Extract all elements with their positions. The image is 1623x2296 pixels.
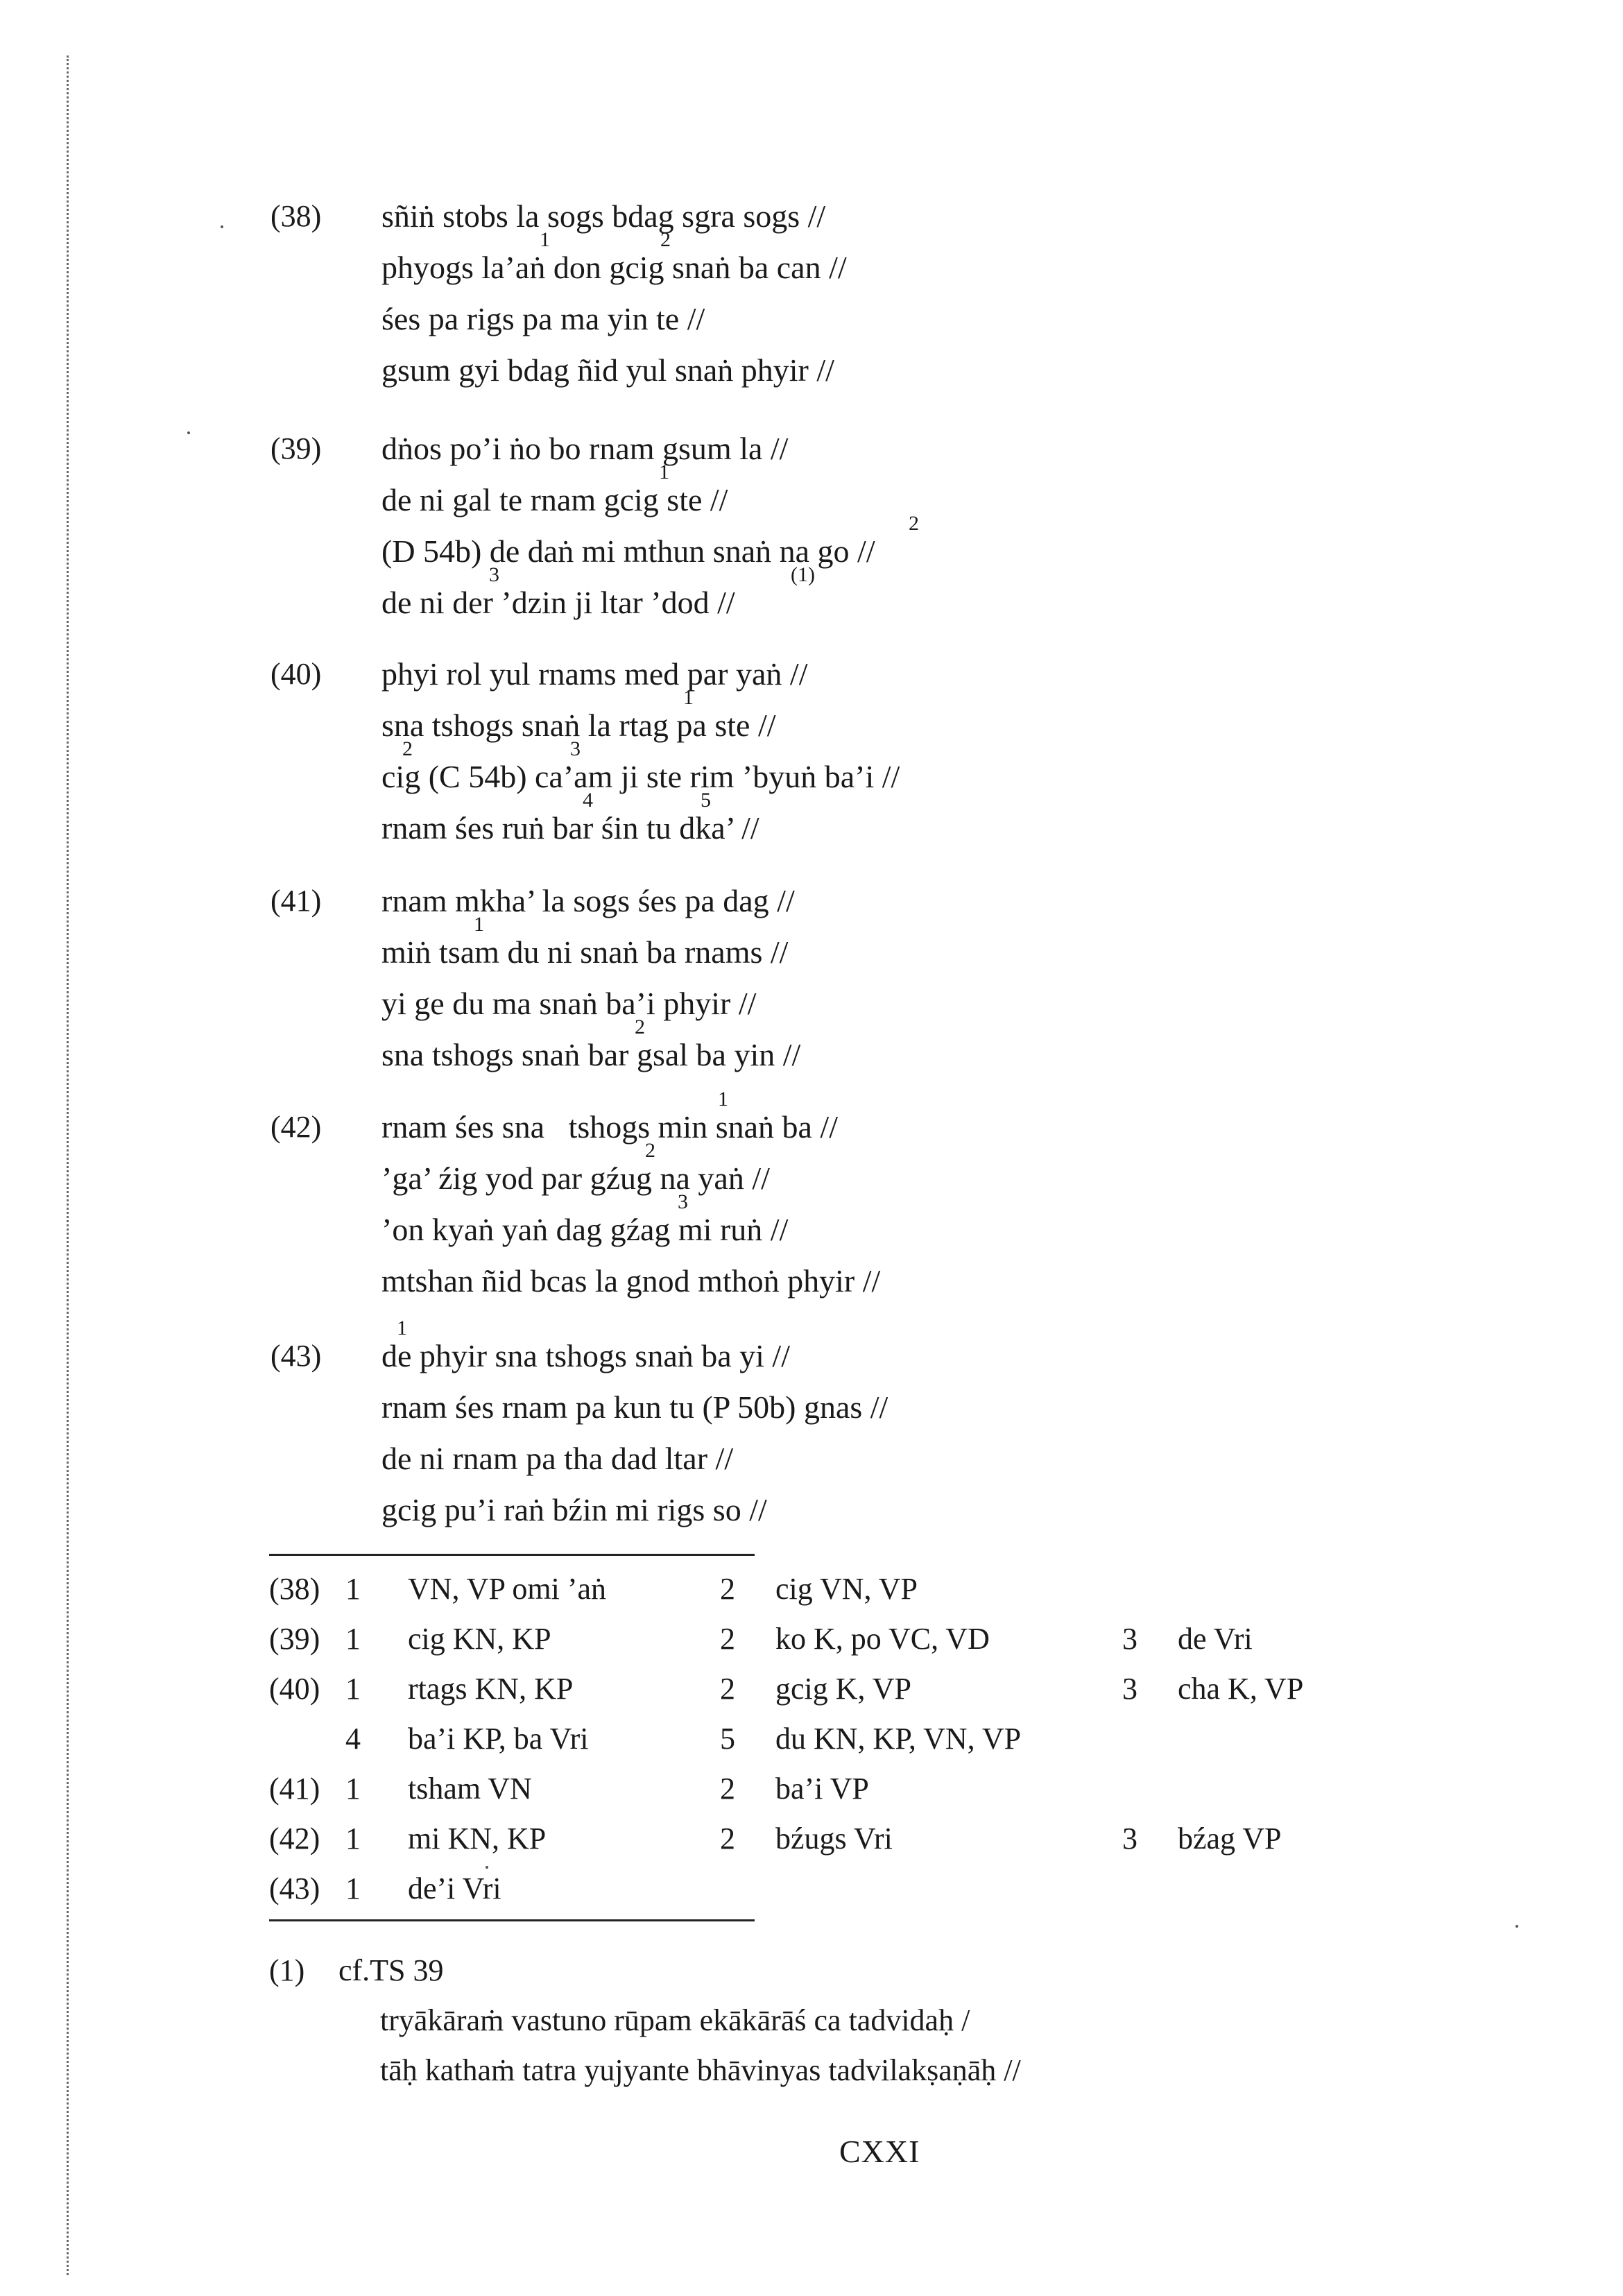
variant-number: 2 xyxy=(720,1622,735,1656)
variant-number xyxy=(1122,1764,1178,1814)
apparatus-top-rule xyxy=(269,1554,755,1556)
variant-number xyxy=(1122,1564,1178,1614)
verse-line: rnam śes rnam pa kun tu (P 50b) gnas // xyxy=(381,1389,888,1425)
variant-reading xyxy=(775,1864,1122,1914)
variant-number: 3 xyxy=(1122,1822,1137,1856)
variant-reading: gcig K, VP xyxy=(775,1672,911,1706)
page-number: CXXI xyxy=(839,2134,920,2169)
variant-note-mark: 2 xyxy=(645,1139,655,1162)
verse-number: (42) xyxy=(270,1110,322,1144)
variant-number: 2 xyxy=(720,1772,735,1806)
variant-number xyxy=(1122,1864,1178,1914)
variant-note-mark: 3 xyxy=(570,737,581,760)
verse-line: gcig pu’i raṅ bźin mi rigs so // xyxy=(381,1492,767,1527)
variant-reading xyxy=(1178,1864,1386,1914)
variant-note-mark: 1 xyxy=(718,1088,728,1111)
table-row xyxy=(269,1814,1386,1864)
verse-line: ’on kyaṅ yaṅ dag gźag mi ruṅ // xyxy=(381,1212,789,1247)
variant-note-mark: 2 xyxy=(635,1016,645,1038)
footnote-mark: (1) xyxy=(791,563,815,586)
variant-number: 1 xyxy=(345,1572,361,1606)
variant-number: 4 xyxy=(345,1722,361,1756)
footnote-line: tryākāraṁ vastuno rūpam ekākārāś ca tadvidaḥ / xyxy=(380,2003,970,2037)
verse-line: rnam śes sna tshogs min snaṅ ba // xyxy=(381,1109,838,1145)
scan-speck xyxy=(1515,1925,1518,1928)
variant-reading xyxy=(1178,1764,1386,1814)
variant-number: 1 xyxy=(345,1871,361,1905)
verse-line: sna tshogs snaṅ la rtag pa ste // xyxy=(381,708,776,743)
variant-number: 3 xyxy=(1122,1622,1137,1656)
variant-reading xyxy=(1178,1564,1386,1614)
verse-ref: (40) xyxy=(269,1672,320,1706)
verse-line: de ni der ’dzin ji ltar ’dod // xyxy=(381,585,735,620)
verse-ref: (42) xyxy=(269,1822,320,1856)
verse-ref: (38) xyxy=(269,1572,320,1606)
verse-line: de ni gal te rnam gcig ste // xyxy=(381,482,728,517)
variant-note-mark: 5 xyxy=(701,789,711,812)
variant-number: 2 xyxy=(720,1572,735,1606)
footnote-ref: (1) xyxy=(269,1953,305,1987)
variant-number: 1 xyxy=(345,1822,361,1856)
verse-number: (43) xyxy=(270,1339,322,1373)
verse-ref: (43) xyxy=(269,1871,320,1905)
verse-number: (41) xyxy=(270,884,322,918)
verse-number: (40) xyxy=(270,657,322,691)
footnote-source: cf.TS 39 xyxy=(338,1953,444,1987)
variant-note-mark: 1 xyxy=(540,228,550,251)
variant-note-mark: 1 xyxy=(683,686,694,709)
verse-line: de phyir sna tshogs snaṅ ba yi // xyxy=(381,1338,790,1373)
variant-number: 2 xyxy=(720,1672,735,1706)
variant-note-mark: 2 xyxy=(909,512,919,535)
variant-reading: cig KN, KP xyxy=(408,1622,551,1656)
verse-ref xyxy=(269,1714,345,1764)
verse-line: cig (C 54b) ca’am ji ste rim ’byuṅ ba’i // xyxy=(381,759,900,794)
verse-number: (39) xyxy=(270,431,322,465)
variant-reading: de’i Vri xyxy=(408,1871,501,1905)
variant-note-mark: 2 xyxy=(402,737,413,760)
verse-line: phyi rol yul rnams med par yaṅ // xyxy=(381,656,808,692)
variant-number: 1 xyxy=(345,1622,361,1656)
scan-speck xyxy=(221,225,223,228)
verse-line: rnam śes ruṅ bar śin tu dka’ // xyxy=(381,810,759,846)
variant-number xyxy=(720,1864,775,1914)
footnote-1 xyxy=(269,1946,1021,2087)
variant-reading: cig VN, VP xyxy=(775,1572,918,1606)
verse-ref: (39) xyxy=(269,1622,320,1656)
variant-note-mark: 3 xyxy=(678,1190,688,1213)
scan-edge-artifact xyxy=(67,55,69,2275)
variant-reading: ba’i VP xyxy=(775,1772,869,1806)
variant-number: 3 xyxy=(1122,1672,1137,1706)
verse-line: dṅos po’i ṅo bo rnam gsum la // xyxy=(381,431,789,466)
table-row xyxy=(269,1564,1386,1614)
variant-reading: mi KN, KP xyxy=(408,1822,547,1856)
variant-reading xyxy=(1178,1714,1386,1764)
variant-note-mark: 1 xyxy=(474,913,484,936)
scan-speck xyxy=(187,431,190,434)
variant-reading: de Vri xyxy=(1178,1622,1253,1656)
verse-line: phyogs la’aṅ don gcig snaṅ ba can // xyxy=(381,250,847,285)
variant-number: 1 xyxy=(345,1772,361,1806)
apparatus-bottom-rule xyxy=(269,1919,755,1921)
verse-line: sna tshogs snaṅ bar gsal ba yin // xyxy=(381,1037,801,1072)
variant-note-mark: 1 xyxy=(659,461,669,483)
table-row xyxy=(269,1714,1386,1764)
table-row xyxy=(269,1764,1386,1814)
table-row xyxy=(269,1614,1386,1664)
variant-reading: ko K, po VC, VD xyxy=(775,1622,990,1656)
verse-line: gsum gyi bdag ñid yul snaṅ phyir // xyxy=(381,352,834,388)
footnote-line: tāḥ kathaṁ tatra yujyante bhāvinyas tadvilakṣaṇāḥ // xyxy=(380,2053,1021,2087)
variant-note-mark: 3 xyxy=(489,563,499,586)
verse-line: sñiṅ stobs la sogs bdag sgra sogs // xyxy=(381,198,826,234)
variant-reading: VN, VP omi ’aṅ xyxy=(408,1572,606,1606)
table-row xyxy=(269,1864,1386,1914)
verse-ref: (41) xyxy=(269,1772,320,1806)
verse-line: yi ge du ma snaṅ ba’i phyir // xyxy=(381,986,757,1021)
variant-reading: bźugs Vri xyxy=(775,1822,893,1856)
verse-line: de ni rnam pa tha dad ltar // xyxy=(381,1441,734,1476)
variant-reading: cha K, VP xyxy=(1178,1672,1304,1706)
verse-line: śes pa rigs pa ma yin te // xyxy=(381,301,705,336)
variant-readings-table xyxy=(269,1564,1386,1914)
verse-line: mtshan ñid bcas la gnod mthoṅ phyir // xyxy=(381,1263,881,1299)
verse-line: miṅ tsam du ni snaṅ ba rnams // xyxy=(381,934,789,970)
variant-number xyxy=(1122,1714,1178,1764)
variant-note-mark: 4 xyxy=(583,789,593,812)
variant-reading: ba’i KP, ba Vri xyxy=(408,1722,589,1756)
variant-note-mark: 1 xyxy=(397,1317,407,1339)
verse-line: ’ga’ źig yod par gźug na yaṅ // xyxy=(381,1160,770,1196)
variant-number: 2 xyxy=(720,1822,735,1856)
variant-number: 1 xyxy=(345,1672,361,1706)
variant-reading: bźag VP xyxy=(1178,1822,1282,1856)
verse-number: (38) xyxy=(270,199,322,233)
variant-note-mark: 2 xyxy=(660,228,671,251)
variant-number: 5 xyxy=(720,1722,735,1756)
verse-line: rnam mkha’ la sogs śes pa dag // xyxy=(381,883,795,918)
variant-reading: rtags KN, KP xyxy=(408,1672,574,1706)
variant-reading: du KN, KP, VN, VP xyxy=(775,1722,1022,1756)
table-row xyxy=(269,1664,1386,1714)
verse-line: (D 54b) de daṅ mi mthun snaṅ na go // xyxy=(381,533,875,569)
variant-reading: tsham VN xyxy=(408,1772,532,1806)
